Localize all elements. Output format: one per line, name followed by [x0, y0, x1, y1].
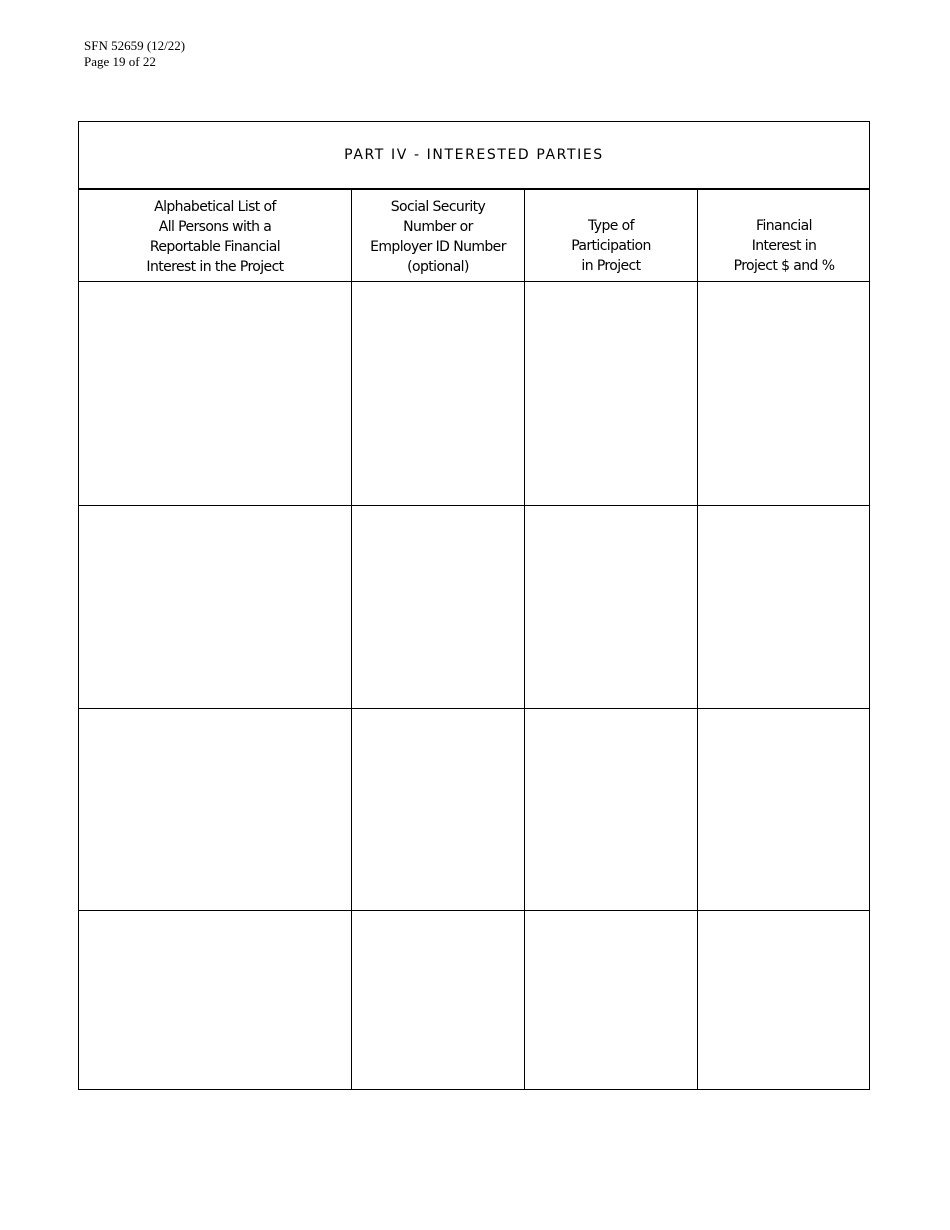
column-header-ssn-ein: Social Security Number or Employer ID Number (optional) [370, 199, 506, 275]
form-id: SFN 52659 (12/22) [84, 38, 186, 53]
column-divider [351, 188, 352, 1089]
column-header-participation: Type of Participation in Project [571, 218, 651, 274]
table-row[interactable] [79, 910, 869, 911]
table-row[interactable] [79, 708, 869, 709]
table-title: PART IV - INTERESTED PARTIES [79, 122, 869, 190]
column-divider [697, 188, 698, 1089]
interested-parties-table [78, 121, 870, 1090]
table-row[interactable] [79, 281, 869, 282]
column-header-persons: Alphabetical List of All Persons with a Reportable Financial Interest in the Project [146, 199, 284, 275]
page-number: Page 19 of 22 [84, 54, 156, 69]
column-header-financial-interest: Financial Interest in Project $ and % [733, 218, 835, 274]
column-divider [524, 188, 525, 1089]
table-row[interactable] [79, 505, 869, 506]
page-header [84, 38, 185, 70]
